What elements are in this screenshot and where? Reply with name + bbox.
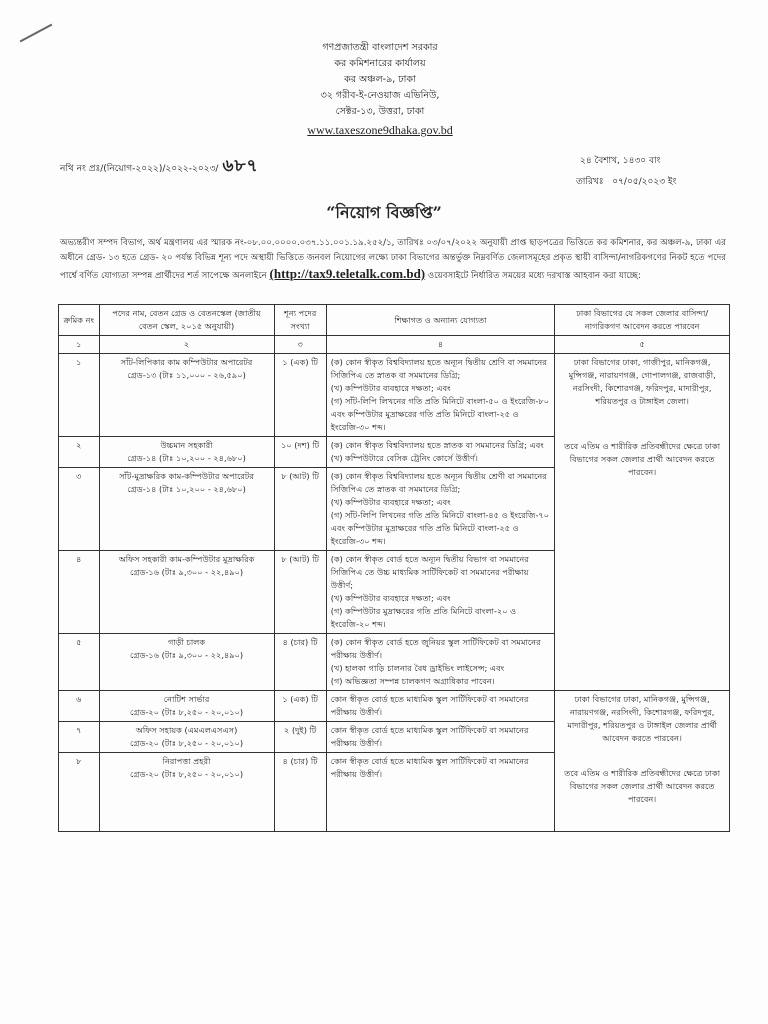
- qualification-item: (ক) কোন স্বীকৃত বিশ্ববিদ্যালয় হতে অন্যূন দ্বিতীয় শ্রেণি বা সমমানের সিজিপিএ তে স্নাতক বা সমমানের ডিগ্রি;: [330, 357, 547, 380]
- post-count: ১০ (দশ) টি: [274, 437, 326, 468]
- table-row: [59, 691, 730, 722]
- post-grade: গ্রেড-১৬ (টাঃ ৯,৩০০ - ২২,৪৯০): [130, 650, 244, 660]
- row-serial: ৩: [59, 468, 100, 551]
- post-count: ৮ (আট) টি: [274, 468, 326, 551]
- post-cell: [99, 634, 274, 691]
- government-name: গণপ্রজাতন্ত্রী বাংলাদেশ সরকার: [322, 42, 438, 53]
- qualification-item: (খ) কম্পিউটার ব্যবহারে দক্ষতা; এবং: [330, 497, 451, 507]
- post-cell: [99, 753, 274, 832]
- qualification-cell: [326, 691, 555, 722]
- qualification-item: (ক) কোন স্বীকৃত বিশ্ববিদ্যালয় হতে অন্যূন দ্বিতীয় শ্রেণী বা সমমানের সিজিপিএ তে স্নাতক বা সমমানের ডিগ্রি;: [330, 471, 547, 494]
- website-link[interactable]: www.taxeszone9dhaka.gov.bd: [307, 123, 453, 137]
- qualification-item: (ক) কোন স্বীকৃত বিশ্ববিদ্যালয় হতে স্নাতক বা সমমানের ডিগ্রি; এবং: [330, 440, 544, 450]
- header-serial: ক্রমিক নং: [59, 305, 100, 336]
- header-districts: ঢাকা বিভাগের যে সকল জেলার বাসিন্দা/নাগরিকগণ আবেদন করতে পারবেন: [555, 305, 730, 336]
- post-grade: গ্রেড-১৪ (টাঃ ১০,২০০ - ২৪,৬৮০): [127, 484, 246, 494]
- qualification-cell: [326, 468, 555, 551]
- row-serial: ২: [59, 437, 100, 468]
- post-name: অফিস সহায়ক (এমএলএসএস): [135, 725, 238, 735]
- post-count: ৮ (আট) টি: [274, 551, 326, 634]
- qualification-item: (খ) কম্পিউটারে বেসিক ট্রেনিং কোর্সে উত্তীর্ণ।: [330, 453, 478, 463]
- row-serial: ৬: [59, 691, 100, 722]
- post-count: ২ (দুই) টি: [274, 722, 326, 753]
- post-cell: [99, 691, 274, 722]
- post-grade: গ্রেড-২০ (টাঃ ৮,২৫০ - ২০,০১০): [130, 738, 244, 748]
- date-label: তারিখঃ: [576, 177, 604, 187]
- row-serial: ৮: [59, 753, 100, 832]
- post-cell: [99, 468, 274, 551]
- post-name: সাঁট-লিপিকার কাম কম্পিউটার অপারেটর: [120, 357, 253, 367]
- post-cell: [99, 354, 274, 437]
- post-name: গাড়ী চালক: [167, 637, 206, 647]
- intro-text-end: ওয়েবসাইটে নির্ধারিত সময়ের মধ্যে দরখাস্ত আহবান করা যাচ্ছে:: [427, 271, 641, 281]
- notice-title: “নিয়োগ বিজ্ঞপ্তি”: [326, 203, 442, 222]
- post-name: সাঁট-মুদ্রাক্ষরিক কাম-কম্পিউটার অপারেটর: [119, 471, 254, 481]
- qualification-item: (গ) কম্পিউটার মুদ্রাক্ষরের গতি প্রতি মিনিটে বাংলা-২০ ও ইংরেজি-২০ শব্দ।: [330, 606, 517, 629]
- column-number: ৪: [326, 336, 555, 354]
- date-value: ০৭/০৫/২০২৩ ইং: [612, 177, 677, 187]
- bangla-date: ২৪ বৈশাখ, ১৪৩০ বাং: [580, 156, 661, 166]
- qualification-item: (খ) কম্পিউটার ব্যবহারে দক্ষতা; এবং: [330, 383, 451, 393]
- qualification-cell: [326, 551, 555, 634]
- post-count: ১ (এক) টি: [274, 354, 326, 437]
- district-note: তবে এতিম ও শারীরিক প্রতিবন্ধীদের ক্ষেত্রে ঢাকা বিভাগের সকল জেলার প্রার্থী আবেদন করতে পারবেন।: [564, 441, 721, 477]
- row-serial: ৪: [59, 551, 100, 634]
- district-cell: [555, 354, 730, 691]
- qualification-cell: [326, 437, 555, 468]
- qualification-cell: [326, 354, 555, 437]
- qualification-item: কোন স্বীকৃত বোর্ড হতে মাধ্যমিক স্কুল সার্টিফিকেট বা সমমানের পরীক্ষায় উত্তীর্ণ।: [330, 756, 529, 779]
- qualification-item: (খ) হালকা গাড়ি চালনার বৈধ ড্রাইভিং লাইসেন্স; এবং: [330, 663, 505, 673]
- reference-text: নথি নং প্রঃ/(নিয়োগ-২০২২)/২০২২-২০২৩/: [60, 164, 219, 174]
- row-serial: ৫: [59, 634, 100, 691]
- header-post: পদের নাম, বেতন গ্রেড ও বেতনস্কেল (জাতীয় বেতন স্কেল, ২০১৫ অনুযায়ী): [99, 305, 274, 336]
- table-header-row: [59, 305, 730, 336]
- intro-paragraph: [60, 236, 726, 284]
- application-url[interactable]: (http://tax9.teletalk.com.bd): [269, 266, 426, 281]
- district-list: ঢাকা বিভাগের ঢাকা, মানিকগঞ্জ, মুন্সিগঞ্জ, নারায়ণগঞ্জ, নরসিংদী, কিশোরগঞ্জ, ফরিদপুর, মাদারীপুর, শরিয়তপুর ও টাঙ্গাইল জেলার প্রার্থী আবেদন করতে পারবেন।: [567, 694, 717, 743]
- qualification-cell: [326, 634, 555, 691]
- handwritten-number: ৬৮৭: [222, 156, 259, 176]
- district-list: ঢাকা বিভাগের ঢাকা, গাজীপুর, মানিকগঞ্জ, মুন্সিগঞ্জ, নারায়ণগঞ্জ, গোপালগঞ্জ, রাজবাড়ী, নরসিংদী, কিশোরগঞ্জ, ফরিদপুর, মাদারীপুর, শরিয়তপুর ও টাঙ্গাইল জেলা।: [568, 357, 716, 406]
- qualification-item: (ক) কোন স্বীকৃত বোর্ড হতে অন্যূন দ্বিতীয় বিভাগ বা সমমানের সিজিপিএ তে উচ্চ মাধ্যমিক সার্টিফিকেট বা সমমানের পরীক্ষায় উত্তীর্ণ;: [330, 554, 529, 590]
- qualification-item: (গ) সাঁট-লিপি লিখনের গতি প্রতি মিনিটে বাংলা-৫০ ও ইংরেজি-৮০ এবং কম্পিউটার মুদ্রাক্ষরের গতি প্রতি মিনিটে বাংলা-২৫ ও ইংরেজি-৩০ শব্দ।: [330, 396, 550, 432]
- post-grade: গ্রেড-২০ (টাঃ ৮,২৫০ - ২০,০১০): [130, 707, 244, 717]
- qualification-item: (ক) কোন স্বীকৃত বোর্ড হতে জুনিয়র স্কুল সার্টিফিকেট বা সমমানের পরীক্ষায় উত্তীর্ণ।: [330, 637, 541, 660]
- table-row: [59, 354, 730, 437]
- office-name: কর কমিশনারের কার্যালয়: [334, 58, 426, 69]
- post-name: নিরাপত্তা প্রহরী: [162, 756, 211, 766]
- address-line: ৩২ গরীব-ই-নেওয়াজ এভিনিউ,: [320, 90, 440, 101]
- qualification-cell: [326, 722, 555, 753]
- header-qualification: শিক্ষাগত ও অন্যান্য যোগ্যতা: [326, 305, 555, 336]
- post-grade: গ্রেড-২০ (টাঃ ৮,২৫০ - ২০,০১০): [130, 769, 244, 779]
- vacancy-table: [58, 304, 730, 832]
- address-line-2: সেক্টর-১৩, উত্তরা, ঢাকা: [335, 106, 425, 117]
- post-name: নোটিশ সার্ভার: [163, 694, 210, 704]
- intro-text: অভ্যন্তরীণ সম্পদ বিভাগ, অর্থ মন্ত্রণালয় এর স্মারক নং-০৮.০০.০০০০.০৩৭.১১.০০১.১৯.২৫২/১, তারিখঃ ০৩/০৭/২০২২ অনুযায়ী প্রাপ্ত ছাড়পত্রের ভিত্তিতে কর কমিশনার, কর অঞ্চল-৯, ঢাকা এর অধীনে গ্রেড- ১৩ হতে গ্রেড- ২০ পর্যন্ত বিভিন্ন শূন্য পদে অস্থায়ী ভিত্তিতে জনবল নিয়োগের লক্ষ্যে ঢাকা বিভাগের অন্তর্ভুক্ত নিম্নবর্ণিত জেলাসমূহের প্রকৃত স্থায়ী বাসিন্দা/নাগরিকগণের নিকট হতে পদের পার্শ্বে বর্ণিত যোগ্যতা সম্পন্ন প্রার্থীদের শর্ত সাপেক্ষে অনলাইনে: [60, 238, 726, 281]
- column-number: ৫: [555, 336, 730, 354]
- zone-name: কর অঞ্চল-৯, ঢাকা: [344, 74, 416, 85]
- qualification-cell: [326, 753, 555, 832]
- post-grade: গ্রেড-১৪ (টাঃ ১০,২০০ - ২৪,৬৮০): [127, 453, 246, 463]
- post-cell: [99, 437, 274, 468]
- post-count: ৪ (চার) টি: [274, 753, 326, 832]
- english-date: [576, 174, 677, 189]
- qualification-item: কোন স্বীকৃত বোর্ড হতে মাধ্যমিক স্কুল সার্টিফিকেট বা সমমানের পরীক্ষায় উত্তীর্ণ।: [330, 725, 529, 748]
- post-grade: গ্রেড-১৬ (টাঃ ৯,৩০০ - ২২,৪৯০): [130, 567, 244, 577]
- post-cell: [99, 551, 274, 634]
- post-count: ১ (এক) টি: [274, 691, 326, 722]
- post-grade: গ্রেড-১৩ (টাঃ ১১,০০০ - ২৬,৫৯০): [127, 370, 246, 380]
- post-cell: [99, 722, 274, 753]
- pen-mark: [20, 24, 53, 43]
- column-number: ১: [59, 336, 100, 354]
- row-serial: ৭: [59, 722, 100, 753]
- district-note: তবে এতিম ও শারীরিক প্রতিবন্ধীদের ক্ষেত্রে ঢাকা বিভাগের সকল জেলার প্রার্থী আবেদন করতে পারবেন।: [564, 768, 721, 804]
- column-number-row: [59, 336, 730, 354]
- column-number: ২: [99, 336, 274, 354]
- district-cell: [555, 691, 730, 832]
- qualification-item: (গ) অভিজ্ঞতা সম্পন্ন চালকগণ অগ্রাধিকার পাবেন।: [330, 676, 495, 686]
- row-serial: ১: [59, 354, 100, 437]
- post-name: উচ্চমান সহকারী: [160, 440, 213, 450]
- qualification-item: (গ) সাঁট-লিপি লিখনের গতি প্রতি মিনিটে বাংলা-৪৫ ও ইংরেজি-৭০ এবং কম্পিউটার মুদ্রাক্ষরের গতি প্রতি মিনিটে বাংলা-২৫ ও ইংরেজি-৩০ শব্দ।: [330, 510, 550, 546]
- reference-number: [60, 153, 259, 181]
- qualification-item: (খ) কম্পিউটার ব্যবহারে দক্ষতা; এবং: [330, 593, 451, 603]
- header-count: শূন্য পদের সংখ্যা: [274, 305, 326, 336]
- office-header: [200, 40, 560, 138]
- post-count: ৪ (চার) টি: [274, 634, 326, 691]
- qualification-item: কোন স্বীকৃত বোর্ড হতে মাধ্যমিক স্কুল সার্টিফিকেট বা সমমানের পরীক্ষায় উত্তীর্ণ।: [330, 694, 529, 717]
- post-name: অফিস সহকারী কাম-কম্পিউটার মুদ্রাক্ষরিক: [118, 554, 255, 564]
- column-number: ৩: [274, 336, 326, 354]
